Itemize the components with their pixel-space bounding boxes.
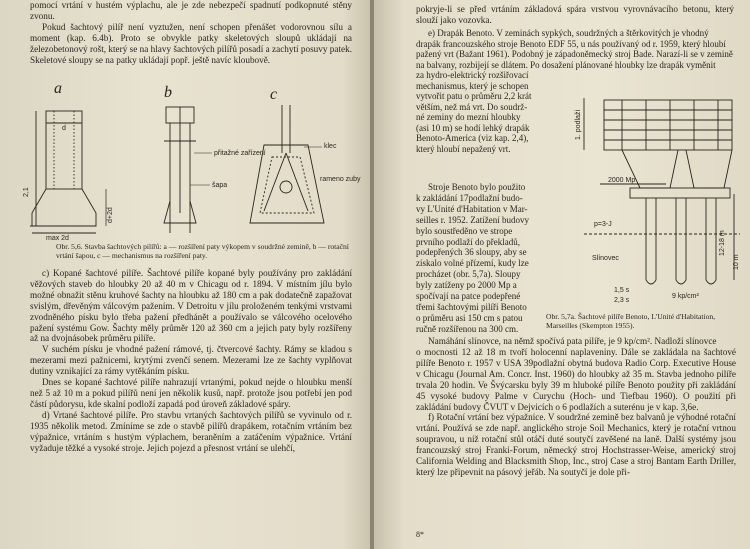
narrow-l10: spočívají na patce podepřené (416, 291, 521, 302)
drapak-l7: větším, než má vrt. Do soudrž- (416, 101, 528, 112)
para-rotacni: f) Rotační vrtání bez výpažnice. V soudržné zemině bez balvanů je výhodné rotační vrtání. Používá se zde např. anglického stroje Soil Mechanics, který je rotační vrtnou soupravou, u níž rotační stůl otáčí duté soutyčí zavěšené na laně. Další systémy jsou francouzský stroj Franki-Forum, německý stroj Hochstrasser-Weise, americký stroj California Welding and Blacksmith Shop, Inc., stroj Case a stroj Bantam Earth Driller, který lze připevnit na pásový jeřáb. Na soutyčí je dole při- (416, 412, 736, 477)
narrow-l2: vy L'Unité d'Habitation v Mar- (416, 203, 528, 214)
footer-signature: 8* (416, 530, 424, 539)
left-top-line-1: pomocí vrtání v hustém výplachu, ale je zde nebezpečí spadnutí podkopnuté stěny zvonu. (30, 0, 352, 21)
fig2-label-load: 2000 Mp (608, 177, 636, 184)
figure-5-6 (23, 80, 361, 242)
para-kopane: c) Kopané šachtové pilíře. Šachtové pilíře kopané byly používány pro zakládání věžových staveb do hloubky 20 až 40 m v Chicagu od r. 1894. V místním jílu bylo možné obnažit stěnu kruhové šachty na hloubku až 180 cm a pak dodatečně zapažovat svislým, dřevěným válcovým pažením. V Detroitu v jílu proloženém tenkými vrstvami zvodněného písku bylo třeba pažení předhánět a používalo se válcového ocelového pažení systému Gow. Šachty měly průměr 120 až 360 cm a jejich paty byly rozšířeny až na dvojnásobek průměru pilíře. (30, 268, 352, 344)
right-top-text (416, 4, 734, 26)
fig2-label-slinovec: Slínovec (592, 255, 619, 262)
drapak-l2: pažený vrt (Bažant 1961). Podobný je západoněmecký stroj Bade. Narazí-li se v zemině (416, 49, 733, 59)
figure-5-6-caption: Obr. 5,6. Stavba šachtových pilířů: a — rozšíření paty výkopem v soudržné zemině, b — rotační vrtání šapou, c — mechanismus na rozšíření paty. (56, 242, 349, 260)
fig2-label-floor: 1. podlaží (575, 109, 582, 140)
drapak-l3: na balvany, rozbijejí se dlátem. Po dosažení plánované hloubky lze drapák vyměnit (416, 59, 716, 70)
drapak-l5: mechanismus, který je schopen (416, 80, 529, 91)
narrow-l9: byly zatíženy po 2000 Mp a (416, 280, 517, 291)
drapak-l1: drapák francouzského stroje Benoto EDF 55, u nás používaný od r. 1959, který hloubí (416, 38, 726, 49)
narrow-l8: procházet (obr. 5,7a). Sloupy (416, 269, 521, 280)
figure-5-7a (574, 84, 742, 312)
para-suchy-pisek: V suchém písku je vhodné pažení rámové, tj. čtvercové šachty. Rámy se kladou s mezerami mezi pažnicemi, krytými zvenčí senem. Mezerami lze ze šachty vyplňovat dutiny vznikající za rámy vytěkáním písku. (30, 344, 352, 377)
narrow-l12: o průměru asi 150 cm s patou (416, 312, 523, 323)
para-chicago: o mocnosti 12 až 18 m tvoří holocenní naplaveniny. Dále se zakládala na šachtové pilíře Benoto r. 1957 v USA 39podlažní obytná budova Radio Corp. Executive House v Chicagu (Journal Am. Concr. Inst. 1960) do hloubky až 35 m. Stavba jednoho pilíře trvala 20 hodin. Ve Švýcarsku byly 39 m hluboké pilíře Benoto použity při zakládání 45 vysoké budovy Palme v Curychu (Hoch- und Tiefbau 1960). O použití při zakládání budovy ČVUT v Dejvicích o 6 podlažích a suterénu je v kap. 3,6e. (416, 347, 736, 412)
narrow-l11: třemi šachtovými pilíři Benoto (416, 301, 527, 312)
narrow-l4: bylo soustředěno ve strope (416, 225, 513, 236)
drapak-l10: Benoto-America (viz kap. 2,4), (416, 133, 529, 143)
fig2-label-depth2: 10 m (733, 254, 740, 270)
narrow-l13: ručně rozšířenou na 300 cm. (416, 323, 519, 334)
fig-label-height: d+2d (107, 207, 114, 223)
slinovec-line: Namáhání slínovce, na němž spočívá pata pilíře, je 9 kp/cm². Nadloží slínovce (428, 336, 717, 346)
fig-label-sapa: šapa (212, 182, 228, 189)
drapak-text (416, 28, 733, 154)
drapak-l4: za hydro-elektrický rozšiřovací (416, 70, 529, 80)
fig-panel-c: c (270, 86, 278, 103)
drapak-l6: vytvořit patu o průměru 2,2 krát (416, 91, 532, 101)
drapak-l11: který hloubí nepažený vrt. (416, 143, 511, 154)
fig2-label-23: 2,3 s (614, 297, 630, 304)
narrow-l6: podepřených 36 sloupy, aby se (416, 247, 527, 258)
right-page (374, 0, 750, 549)
drapak-l9: (asi 10 m) se hodí lehký drapák (416, 122, 530, 133)
fig-label-div: 2,1 (23, 187, 30, 197)
fig-label-klec: klec (324, 143, 337, 150)
fig-panel-b: b (164, 84, 172, 101)
fig2-label-stress: 9 kp/cm² (672, 293, 699, 300)
fig2-label-depth1: 12-18 m (719, 230, 726, 256)
narrow-l5: prvního podlaží do překladů, (416, 236, 520, 247)
left-body (30, 268, 352, 453)
fig-label-rameno: rameno zuby (320, 176, 361, 183)
fig-label-skid: přitažné zařízení (214, 150, 266, 157)
right-body (416, 347, 736, 478)
pile-b-drawing (164, 107, 196, 233)
para-dnes: Dnes se kopané šachtové pilíře nahrazují vrtanými, pokud nejde o hloubku menší než 5 až 10 m a pokud pilířů není jen několik kusů, např. protože jsou potřebí jen pod částí půdorysu, kde skalní podloží zapadá pod úroveň základové spáry. (30, 377, 352, 409)
fig-label-d: d (62, 125, 66, 132)
right-top-line: pokryje-li se před vrtáním základová spára vrstvou vyrovnávacího betonu, který slouží jako vozovka. (416, 4, 734, 25)
narrow-l7: získalo volné přízemí, kudy lze (416, 258, 529, 269)
narrow-l3: seilles r. 1952. Zatížení budovy (416, 214, 529, 225)
fig-label-max2d: max 2d (46, 235, 69, 242)
drapak-l0: e) Drapák Benoto. V zeminách sypkých, soudržných a štěrkovitých je vhodný (428, 28, 709, 38)
fig2-label-15: 1,5 s (614, 287, 630, 294)
figure-5-7a-caption: Obr. 5,7a. Šachtové pilíře Benoto, L'Unité d'Habitation, Marseilles (Skempton 1955). (546, 312, 716, 330)
para-vrtane: d) Vrtané šachtové pilíře. Pro stavbu vrtaných šachtových pilířů se vyvinulo od r. 1935 několik metod. Zmíníme se zde o stavbě pilířů drapákem, rotačním vrtáním bez výpažnice, vrtáním s hustým výplachem, beraněním a zatáčením výpažnice. Vrtání vyžaduje těžké a vysoké stroje. Jejich pojezd a přesnost vrtání se ulehčí, (30, 409, 352, 453)
narrow-l0: Stroje Benoto bylo použito (428, 182, 526, 192)
drapak-l8: né zeminy do mezní hloubky (416, 112, 521, 122)
pile-c-drawing (250, 105, 324, 223)
fig-panel-a: a (54, 80, 62, 97)
left-top-para: Pokud šachtový pilíř není vyztužen, není schopen přenášet vodorovnou sílu a moment (kap. 6.4b). Proto se obvykle patky skeletových sloupů ukládají na železobetonový rošt, který se na hlavy šachtových pilířů posadí a zachytí posuvy patek. Skeletové sloupy se na patky ukládají popř. ještě navíc kloubově. (30, 21, 352, 65)
narrow-l1: k zakládání 17podlažní budo- (416, 192, 523, 203)
fig2-label-pd: p=3-J (594, 221, 612, 228)
left-top-text (30, 0, 352, 65)
left-page (0, 0, 372, 549)
